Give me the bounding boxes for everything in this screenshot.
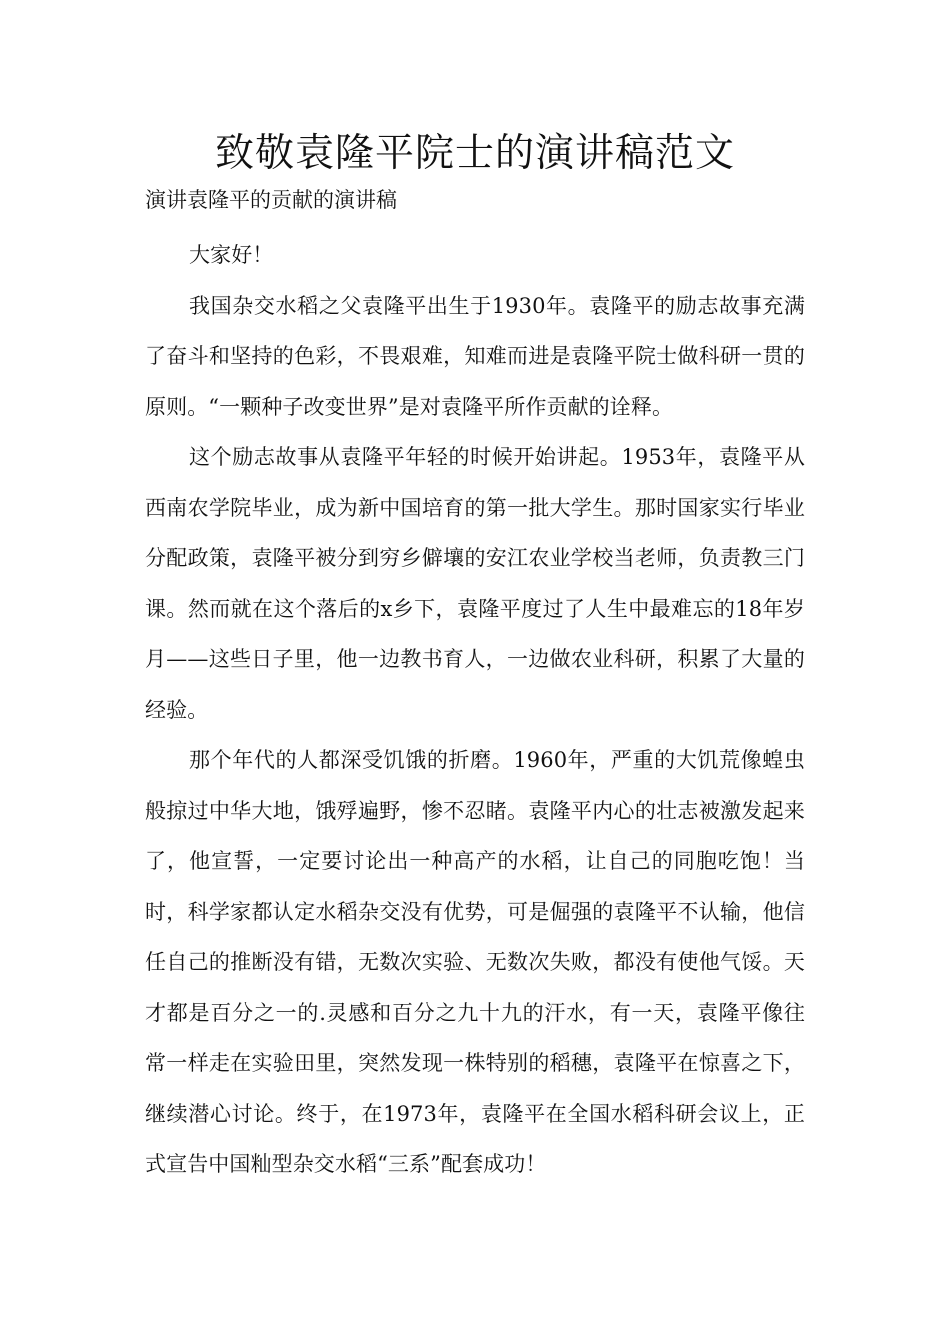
paragraph-greeting: 大家好！ <box>189 243 274 267</box>
document-title: 致敬袁隆平院士的演讲稿范文 <box>214 131 735 176</box>
paragraph-intro: 我国杂交水稻之父袁隆平出生于1930年。袁隆平的励志故事充满了奋斗和坚持的色彩，不畏艰难，知难而进是袁隆平院士做科研一贯的原则。“一颗种子改变世界”是对袁隆平所作贡献的诠释。 <box>145 293 805 419</box>
document-subtitle: 演讲袁隆平的贡献的演讲稿 <box>145 188 397 212</box>
paragraph-early-career: 这个励志故事从袁隆平年轻的时候开始讲起。1953年，袁隆平从西南农学院毕业，成为新中国培育的第一批大学生。那时国家实行毕业分配政策，袁隆平被分到穷乡僻壤的安江农业学校当老师，负责教三门课。然而就在这个落后的x乡下，袁隆平度过了人生中最难忘的18年岁月——这些日子里，他一边教书育人，一边做农业科研，积累了大量的经验。 <box>145 445 805 722</box>
paragraph-famine-research: 那个年代的人都深受饥饿的折磨。1960年，严重的大饥荒像蝗虫般掠过中华大地，饿殍遍野，惨不忍睹。袁隆平内心的壮志被激发起来了，他宣誓，一定要讨论出一种高产的水稻，让自己的同胞吃饱！当时，科学家都认定水稻杂交没有优势，可是倔强的袁隆平不认输，他信任自己的推断没有错，无数次实验、无数次失败，都没有使他气馁。天才都是百分之一的.灵感和百分之九十九的汗水，有一天，袁隆平像往常一样走在实验田里，突然发现一株特别的稻穗，袁隆平在惊喜之下，继续潜心讨论。终于，在1973年，袁隆平在全国水稻科研会议上，正式宣告中国籼型杂交水稻“三系”配套成功！ <box>145 748 805 1176</box>
document-body <box>145 230 805 1190</box>
